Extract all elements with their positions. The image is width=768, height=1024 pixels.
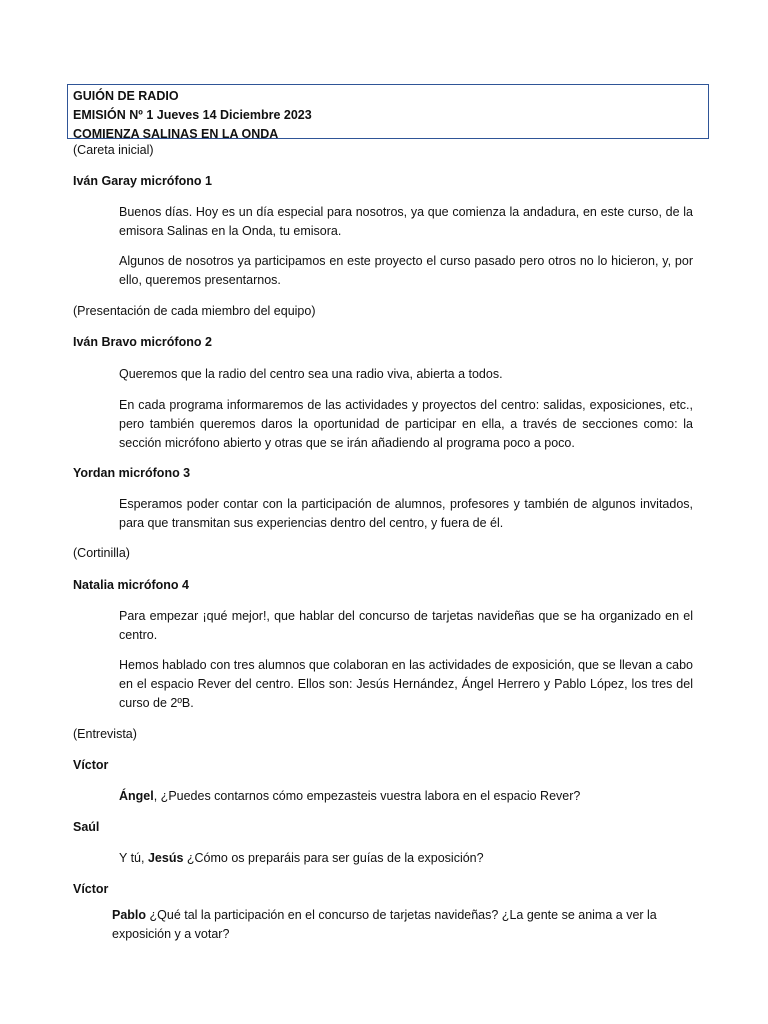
question-angel-name: Ángel (119, 789, 154, 803)
stage-note-cortinilla: (Cortinilla) (73, 546, 130, 560)
question-pablo-name: Pablo (112, 908, 147, 922)
paragraph-students: Hemos hablado con tres alumnos que colaboran en las actividades de exposición, que se llevan a cabo en el espacio Rever del centro. Ellos son: Jesús Hernández, Ángel Herrero y Pablo López, los tres del curso de 2ºB. (119, 658, 693, 710)
speaker-yordan: Yordan micrófono 3 (73, 466, 191, 480)
question-angel (119, 787, 693, 806)
question-pablo-text: ¿Qué tal la participación en el concurso de tarjetas navideñas? ¿La gente se anima a ver la exposición y a votar? (112, 908, 657, 941)
question-pablo (112, 906, 672, 944)
header-broadcast-info: EMISIÓN Nº 1 Jueves 14 Diciembre 2023 (73, 108, 312, 122)
question-angel-text: , ¿Puedes contarnos cómo empezasteis vuestra labora en el espacio Rever? (153, 789, 581, 803)
question-jesus-text: ¿Cómo os preparáis para ser guías de la exposición? (183, 851, 484, 865)
paragraph-contest: Para empezar ¡qué mejor!, que hablar del concurso de tarjetas navideñas que se ha organizado en el centro. (119, 609, 693, 642)
paragraph-presentation: Algunos de nosotros ya participamos en este proyecto el curso pasado pero otros no lo hicieron, y, por ello, queremos presentarnos. (119, 254, 693, 287)
stage-note-interview: (Entrevista) (73, 727, 137, 741)
paragraph-participation: Esperamos poder contar con la participación de alumnos, profesores y también de algunos invitados, para que transmitan sus experiencias dentro del centro, y fuera de él. (119, 497, 693, 530)
question-jesus-prefix: Y tú, (119, 851, 148, 865)
question-jesus (119, 849, 693, 868)
stage-note-intro: (Careta inicial) (73, 143, 154, 157)
paragraph-activities: En cada programa informaremos de las actividades y proyectos del centro: salidas, exposiciones, etc., pero también queremos daros la oportunidad de participar en ella, a través de secciones como: la sección micrófono abierto y otras que se irán añadiendo al programa poco a poco. (119, 398, 693, 450)
script-header-box (67, 84, 709, 139)
question-jesus-name: Jesús (147, 851, 184, 865)
speaker-ivan-garay: Iván Garay micrófono 1 (73, 174, 212, 188)
speaker-natalia: Natalia micrófono 4 (73, 578, 189, 592)
speaker-victor-1: Víctor (73, 758, 109, 772)
speaker-victor-2: Víctor (73, 882, 109, 896)
stage-note-team: (Presentación de cada miembro del equipo) (73, 304, 316, 318)
speaker-saul: Saúl (73, 820, 100, 834)
paragraph-welcome: Buenos días. Hoy es un día especial para nosotros, ya que comienza la andadura, en este curso, de la emisora Salinas en la Onda, tu emisora. (119, 205, 693, 238)
speaker-ivan-bravo: Iván Bravo micrófono 2 (73, 335, 212, 349)
header-title: GUIÓN DE RADIO (73, 89, 179, 103)
paragraph-radio-viva: Queremos que la radio del centro sea una radio viva, abierta a todos. (119, 367, 503, 381)
header-program-title: COMIENZA SALINAS EN LA ONDA (73, 127, 279, 141)
